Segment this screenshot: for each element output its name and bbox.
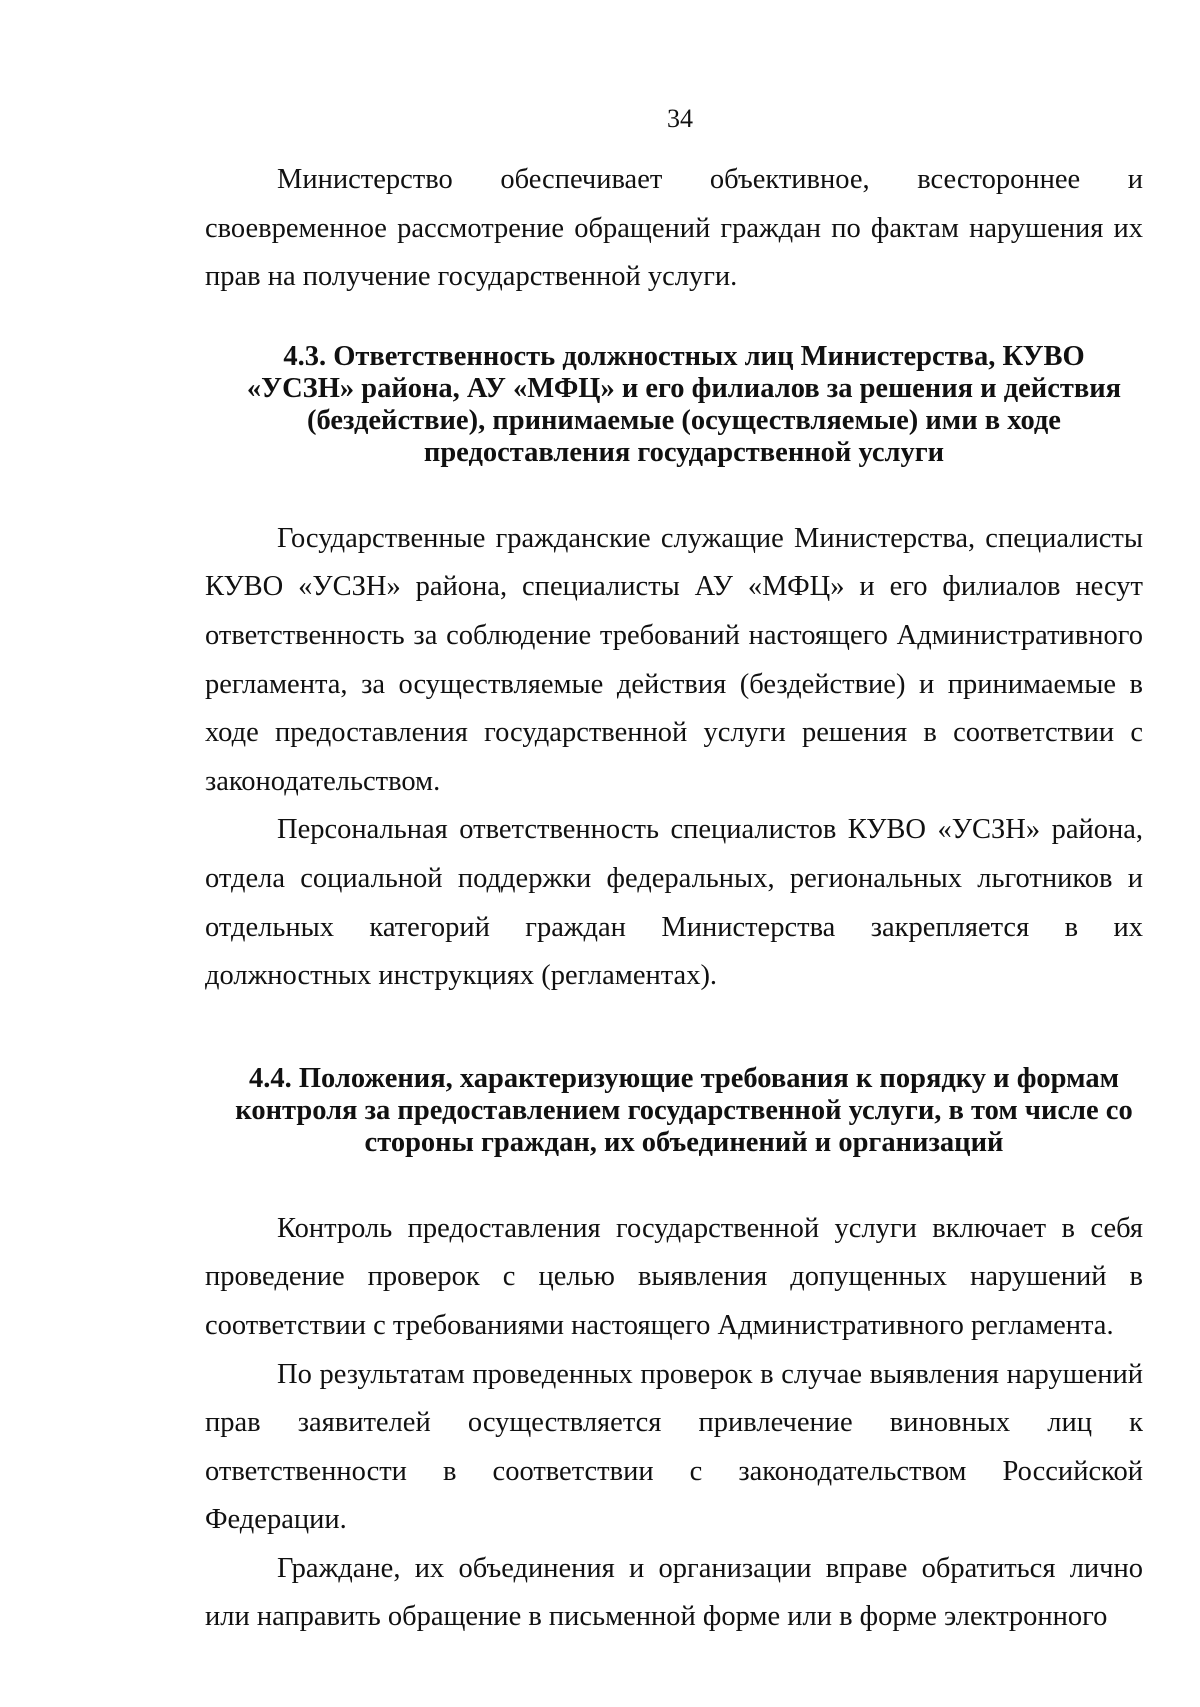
heading-line: (бездействие), принимаемые (осуществляемые) ими в ходе [307,404,1061,436]
intro-paragraph: Министерство обеспечивает объективное, всестороннее и своевременное рассмотрение обращений граждан по фактам нарушения их прав на получение государственной услуги. [205,164,1143,293]
heading-line: стороны граждан, их объединений и организаций [364,1126,1004,1158]
heading-line: контроля за предоставлением государственной услуги, в том числе со [235,1094,1133,1126]
section-4-4-paragraph: Граждане, их объединения и организации вправе обратиться лично или направить обращение в письменной форме или в форме электронного [205,1552,1143,1633]
heading-line: предоставления государственной услуги [423,436,945,468]
heading-line: 4.3. Ответственность должностных лиц Министерства, КУВО [283,340,1085,372]
section-heading-4-4 [205,1063,1143,1159]
section-heading-4-3 [205,341,1143,469]
document-body [205,156,1143,1642]
heading-line: «УСЗН» района, АУ «МФЦ» и его филиалов за решения и действия [246,372,1122,404]
section-4-3-paragraph: Персональная ответственность специалистов КУВО «УСЗН» района, отдела социальной поддержки федеральных, региональных льготников и отдельных категорий граждан Министерства закрепляется в их должностных инструкциях (регламентах). [205,814,1143,992]
section-4-4-paragraph: Контроль предоставления государственной услуги включает в себя проведение проверок с целью выявления допущенных нарушений в соответствии с требованиями настоящего Административного регламента. [205,1212,1143,1341]
section-4-3-paragraph: Государственные гражданские служащие Министерства, специалисты КУВО «УСЗН» района, специалисты АУ «МФЦ» и его филиалов несут ответственность за соблюдение требований настоящего Административного регламента, за осуществляемые действия (бездействие) и принимаемые в ходе предоставления государственной услуги решения в соответствии с законодательством. [205,522,1143,797]
heading-line: 4.4. Положения, характеризующие требования к порядку и формам [248,1062,1119,1094]
page-number: 34 [667,104,693,133]
section-4-4-paragraph: По результатам проведенных проверок в случае выявления нарушений прав заявителей осуществляется привлечение виновных лиц к ответственности в соответствии с законодательством Российской Федерации. [205,1358,1143,1536]
